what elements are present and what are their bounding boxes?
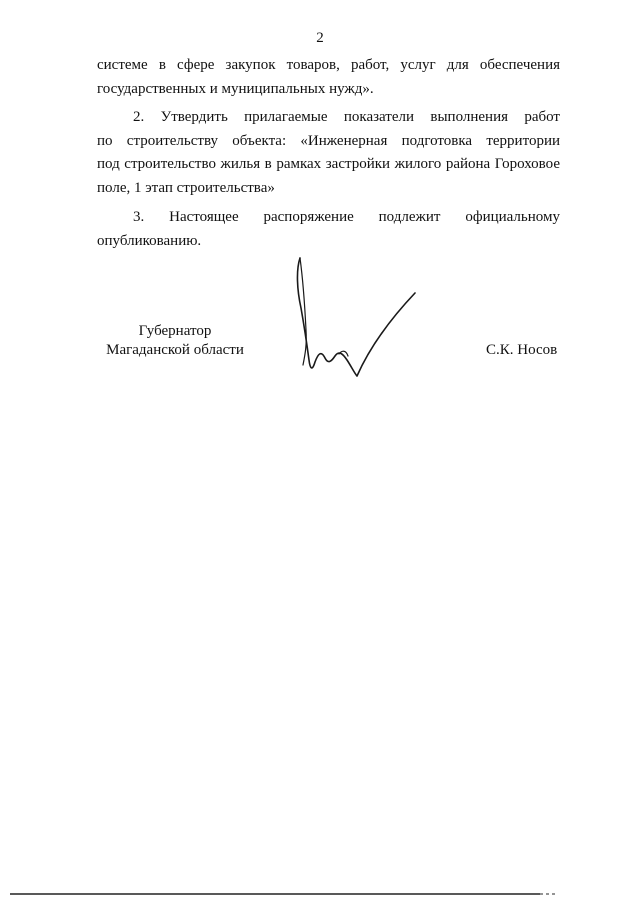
paragraph-publication <box>97 206 560 253</box>
signer-title <box>100 322 250 360</box>
signer-title-line: Магаданской области <box>106 342 244 358</box>
paragraph-line: государственных и муниципальных нужд». <box>97 80 374 97</box>
signer-name: С.К. Носов <box>486 342 558 358</box>
signer-title-line: Губернатор <box>138 323 212 339</box>
page-number: 2 <box>316 30 324 46</box>
paragraph-approve-indicators <box>97 106 560 200</box>
paragraph-line: поле, 1 этап строительства» <box>97 179 275 196</box>
paragraph-line: 3. Настоящее распоряжение подлежит официальному <box>133 209 560 225</box>
paragraph-line: под строительство жилья в рамках застройки жилого района Гороховое <box>97 156 560 172</box>
paragraph-line: опубликованию. <box>97 232 202 249</box>
paragraph-line: системе в сфере закупок товаров, работ, услуг для обеспечения <box>97 57 560 73</box>
paragraph-line: по строительству объекта: «Инженерная подготовка территории <box>97 132 560 149</box>
handwritten-signature <box>285 250 425 390</box>
footer-rule <box>0 890 640 900</box>
paragraph-line: 2. Утвердить прилагаемые показатели выполнения работ <box>133 109 560 125</box>
signature-stroke <box>297 258 415 376</box>
paragraph-procurement <box>97 54 560 101</box>
